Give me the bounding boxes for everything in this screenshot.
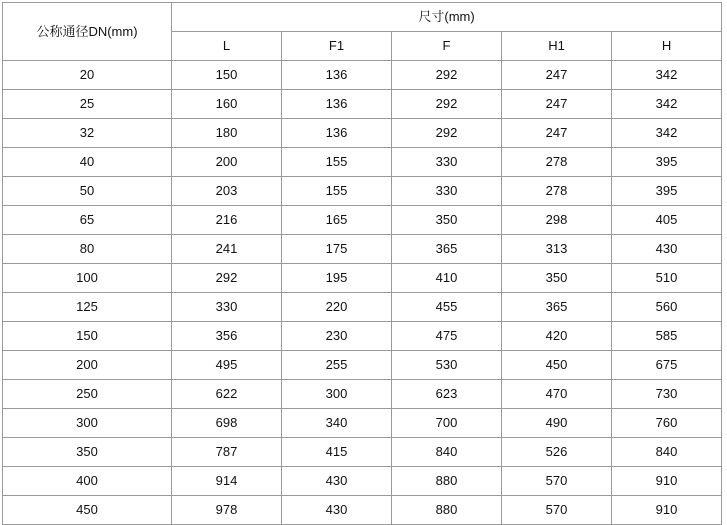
cell-h: 910 [612, 467, 722, 496]
table-row [3, 467, 722, 496]
cell-h: 675 [612, 351, 722, 380]
cell-f: 292 [392, 90, 502, 119]
cell-f: 623 [392, 380, 502, 409]
cell-f: 455 [392, 293, 502, 322]
cell-l: 622 [172, 380, 282, 409]
table-row [3, 235, 722, 264]
table-row [3, 293, 722, 322]
cell-h1: 470 [502, 380, 612, 409]
cell-f: 365 [392, 235, 502, 264]
cell-h: 430 [612, 235, 722, 264]
cell-h1: 570 [502, 467, 612, 496]
cell-f: 880 [392, 467, 502, 496]
cell-h: 342 [612, 90, 722, 119]
cell-dn: 300 [3, 409, 172, 438]
cell-dn: 100 [3, 264, 172, 293]
column-header-l: L [172, 32, 282, 61]
cell-f1: 155 [282, 148, 392, 177]
cell-h1: 450 [502, 351, 612, 380]
cell-h: 760 [612, 409, 722, 438]
cell-h1: 570 [502, 496, 612, 525]
cell-f1: 175 [282, 235, 392, 264]
cell-f1: 255 [282, 351, 392, 380]
cell-f1: 165 [282, 206, 392, 235]
table-header-row-group [3, 3, 722, 32]
cell-f: 350 [392, 206, 502, 235]
table-row [3, 206, 722, 235]
cell-h: 342 [612, 119, 722, 148]
cell-dn: 20 [3, 61, 172, 90]
cell-f1: 430 [282, 496, 392, 525]
cell-l: 150 [172, 61, 282, 90]
cell-f: 410 [392, 264, 502, 293]
cell-f1: 415 [282, 438, 392, 467]
cell-dn: 65 [3, 206, 172, 235]
table-row [3, 90, 722, 119]
cell-h: 405 [612, 206, 722, 235]
cell-h1: 278 [502, 148, 612, 177]
cell-f1: 340 [282, 409, 392, 438]
cell-h: 395 [612, 148, 722, 177]
column-header-f1: F1 [282, 32, 392, 61]
cell-f: 700 [392, 409, 502, 438]
cell-h1: 490 [502, 409, 612, 438]
cell-dn: 25 [3, 90, 172, 119]
cell-l: 698 [172, 409, 282, 438]
cell-l: 216 [172, 206, 282, 235]
table-head [3, 3, 722, 61]
cell-f: 840 [392, 438, 502, 467]
cell-h1: 247 [502, 119, 612, 148]
cell-f: 330 [392, 148, 502, 177]
cell-h1: 526 [502, 438, 612, 467]
cell-h1: 350 [502, 264, 612, 293]
cell-h1: 247 [502, 90, 612, 119]
cell-dn: 40 [3, 148, 172, 177]
table-body [3, 61, 722, 525]
cell-h1: 365 [502, 293, 612, 322]
cell-f: 292 [392, 61, 502, 90]
cell-h: 840 [612, 438, 722, 467]
cell-l: 495 [172, 351, 282, 380]
cell-h: 730 [612, 380, 722, 409]
spec-table-sheet [0, 2, 727, 517]
cell-f1: 430 [282, 467, 392, 496]
column-header-h1: H1 [502, 32, 612, 61]
cell-dn: 350 [3, 438, 172, 467]
cell-h1: 313 [502, 235, 612, 264]
table-row [3, 438, 722, 467]
column-header-group-size: 尺寸(mm) [172, 3, 722, 32]
cell-l: 330 [172, 293, 282, 322]
cell-dn: 400 [3, 467, 172, 496]
column-header-dn: 公称通径DN(mm) [3, 3, 172, 61]
cell-dn: 32 [3, 119, 172, 148]
cell-l: 356 [172, 322, 282, 351]
table-row [3, 380, 722, 409]
table-row [3, 322, 722, 351]
cell-f1: 136 [282, 119, 392, 148]
cell-f1: 195 [282, 264, 392, 293]
cell-h: 395 [612, 177, 722, 206]
table-row [3, 61, 722, 90]
cell-dn: 200 [3, 351, 172, 380]
cell-h1: 420 [502, 322, 612, 351]
column-header-h: H [612, 32, 722, 61]
cell-h: 342 [612, 61, 722, 90]
cell-f1: 230 [282, 322, 392, 351]
dimension-table [2, 2, 722, 525]
table-row [3, 119, 722, 148]
cell-l: 787 [172, 438, 282, 467]
cell-dn: 150 [3, 322, 172, 351]
cell-l: 292 [172, 264, 282, 293]
cell-l: 978 [172, 496, 282, 525]
cell-f: 330 [392, 177, 502, 206]
cell-l: 180 [172, 119, 282, 148]
cell-f1: 155 [282, 177, 392, 206]
cell-dn: 450 [3, 496, 172, 525]
cell-f: 475 [392, 322, 502, 351]
cell-h: 560 [612, 293, 722, 322]
cell-f1: 136 [282, 90, 392, 119]
table-row [3, 409, 722, 438]
cell-l: 200 [172, 148, 282, 177]
table-row [3, 177, 722, 206]
cell-f1: 136 [282, 61, 392, 90]
cell-f1: 300 [282, 380, 392, 409]
cell-l: 914 [172, 467, 282, 496]
cell-f1: 220 [282, 293, 392, 322]
cell-dn: 250 [3, 380, 172, 409]
table-row [3, 264, 722, 293]
cell-f: 530 [392, 351, 502, 380]
cell-dn: 80 [3, 235, 172, 264]
cell-l: 160 [172, 90, 282, 119]
cell-dn: 50 [3, 177, 172, 206]
cell-dn: 125 [3, 293, 172, 322]
cell-l: 203 [172, 177, 282, 206]
cell-h: 910 [612, 496, 722, 525]
cell-h: 585 [612, 322, 722, 351]
table-row [3, 148, 722, 177]
cell-h1: 247 [502, 61, 612, 90]
cell-h1: 298 [502, 206, 612, 235]
column-header-f: F [392, 32, 502, 61]
cell-h1: 278 [502, 177, 612, 206]
cell-l: 241 [172, 235, 282, 264]
cell-h: 510 [612, 264, 722, 293]
cell-f: 292 [392, 119, 502, 148]
table-row [3, 351, 722, 380]
table-row [3, 496, 722, 525]
cell-f: 880 [392, 496, 502, 525]
